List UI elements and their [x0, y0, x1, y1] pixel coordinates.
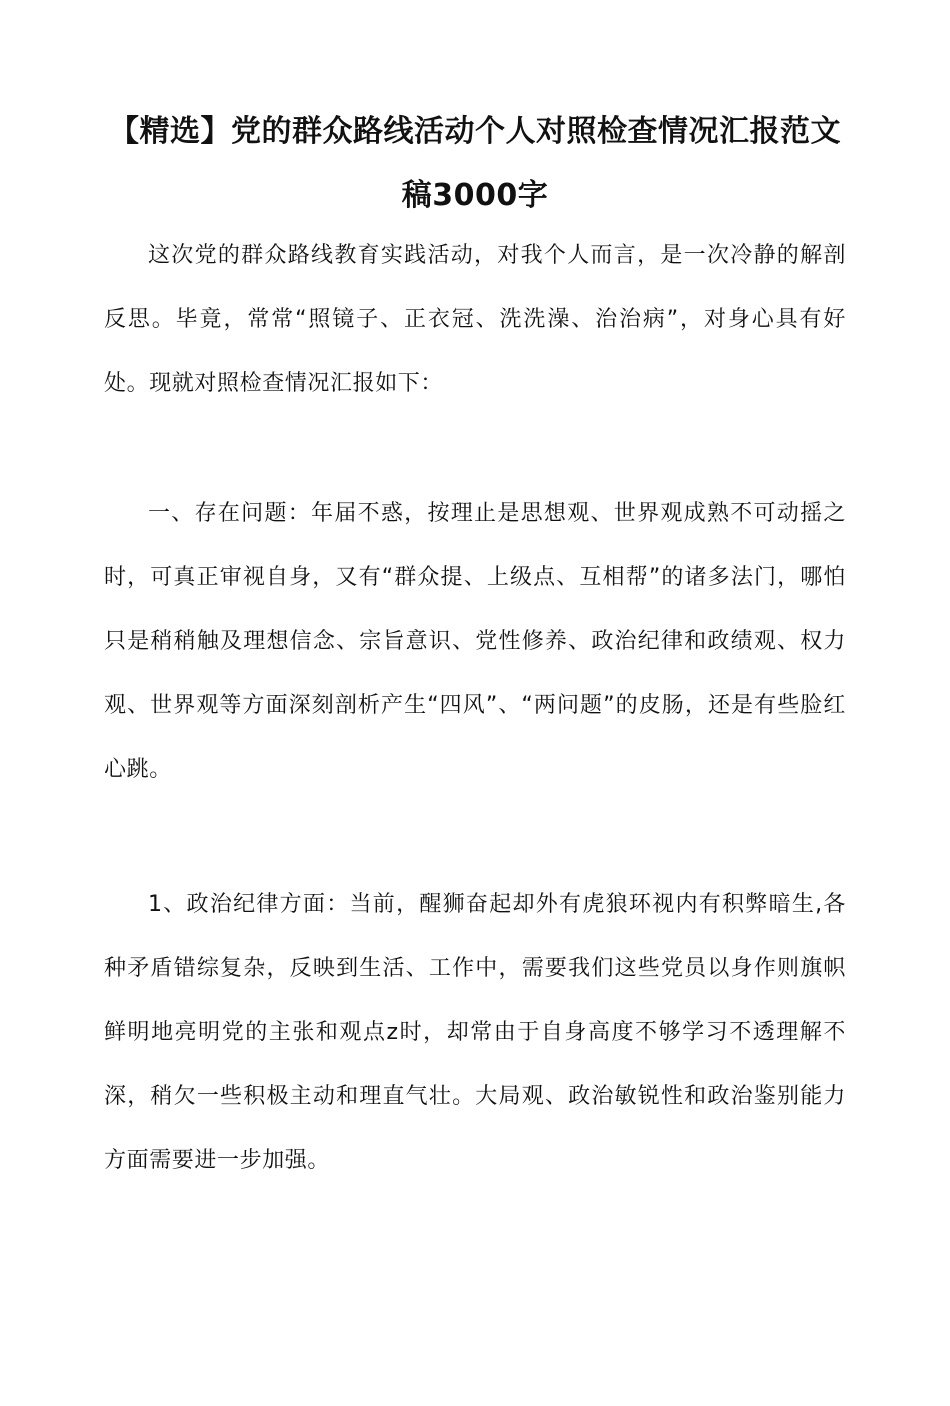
paragraph-political-discipline: 1、政治纪律方面：当前，醒狮奋起却外有虎狼环视内有积弊暗生,各种矛盾错综复杂，反映到生活、工作中，需要我们这些党员以身作则旗帜鲜明地亮明党的主张和观点z时，却常由于自身高度不够学习不透理解不深，稍欠一些积极主动和理直气壮。大局观、政治敏锐性和政治鉴别能力方面需要进一步加强。 [104, 892, 846, 1173]
paragraph-intro: 这次党的群众路线教育实践活动，对我个人而言，是一次冷静的解剖反思。毕竟，常常“照镜子、正衣冠、洗洗澡、治治病”，对身心具有好处。现就对照检查情况汇报如下： [104, 243, 846, 396]
document-title: 【精选】党的群众路线活动个人对照检查情况汇报范文稿3000字 [109, 114, 841, 213]
paragraph-existing-problems: 一、存在问题：年届不惑，按理止是思想观、世界观成熟不可动摇之时，可真正审视自身，又有“群众提、上级点、互相帮”的诸多法门，哪怕只是稍稍触及理想信念、宗旨意识、党性修养、政治纪律和政绩观、权力观、世界观等方面深刻剖析产生“四风”、“两问题”的皮肠，还是有些脸红心跳。 [104, 501, 846, 782]
